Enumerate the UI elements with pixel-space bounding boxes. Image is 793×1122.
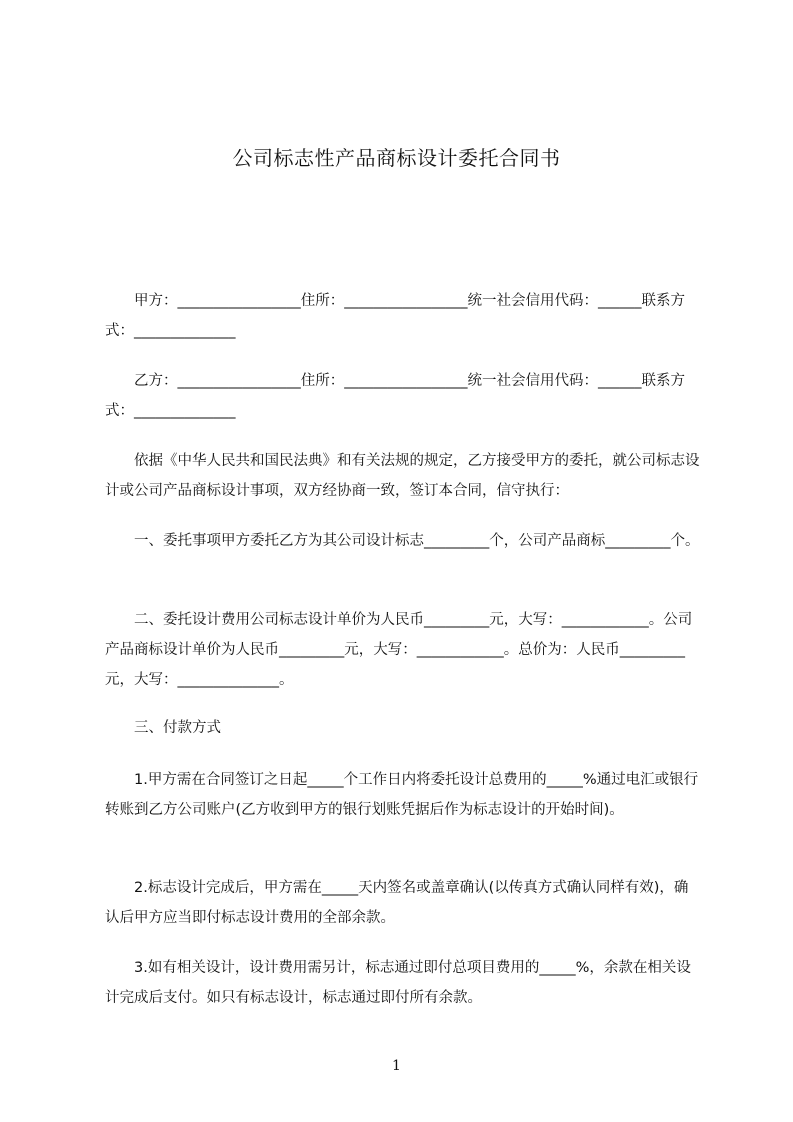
clause-3-heading: 三、付款方式 xyxy=(134,720,221,736)
clause-2-paragraph: 二、委托设计费用公司标志设计单价为人民币_________元，大写：____________。公司产品商标设计单价为人民币_________元，大写：____________。总价为：人民币_________元，大写：______________。 xyxy=(105,612,693,688)
clause-3-item-1: 1.甲方需在合同签订之日起_____个工作日内将委托设计总费用的_____%通过电汇或银行转账到乙方公司账户(乙方收到甲方的银行划账凭据后作为标志设计的开始时间)。 xyxy=(105,772,699,818)
clause-1-paragraph: 一、委托事项甲方委托乙方为其公司设计标志_________个，公司产品商标_________个。 xyxy=(134,533,700,549)
preamble-paragraph: 依据《中华人民共和国民法典》和有关法规的规定，乙方接受甲方的委托，就公司标志设计或公司产品商标设计事项，双方经协商一致，签订本合同，信守执行： xyxy=(105,453,700,499)
clause-3-item-3: 3.如有相关设计，设计费用需另计，标志通过即付总项目费用的_____%，余款在相关设计完成后支付。如只有标志设计，标志通过即付所有余款。 xyxy=(105,960,691,1006)
party-a-line: 甲方：_________________住所：_________________统一社会信用代码：______联系方式：______________ xyxy=(105,293,685,339)
document-title: 公司标志性产品商标设计委托合同书 xyxy=(232,146,561,170)
clause-3-item-2: 2.标志设计完成后，甲方需在_____天内签名或盖章确认(以传真方式确认同样有效)，确认后甲方应当即付标志设计费用的全部余款。 xyxy=(105,880,689,926)
party-b-line: 乙方：_________________住所：_________________统一社会信用代码：______联系方式：______________ xyxy=(105,373,685,419)
page-number: 1 xyxy=(392,1058,401,1074)
